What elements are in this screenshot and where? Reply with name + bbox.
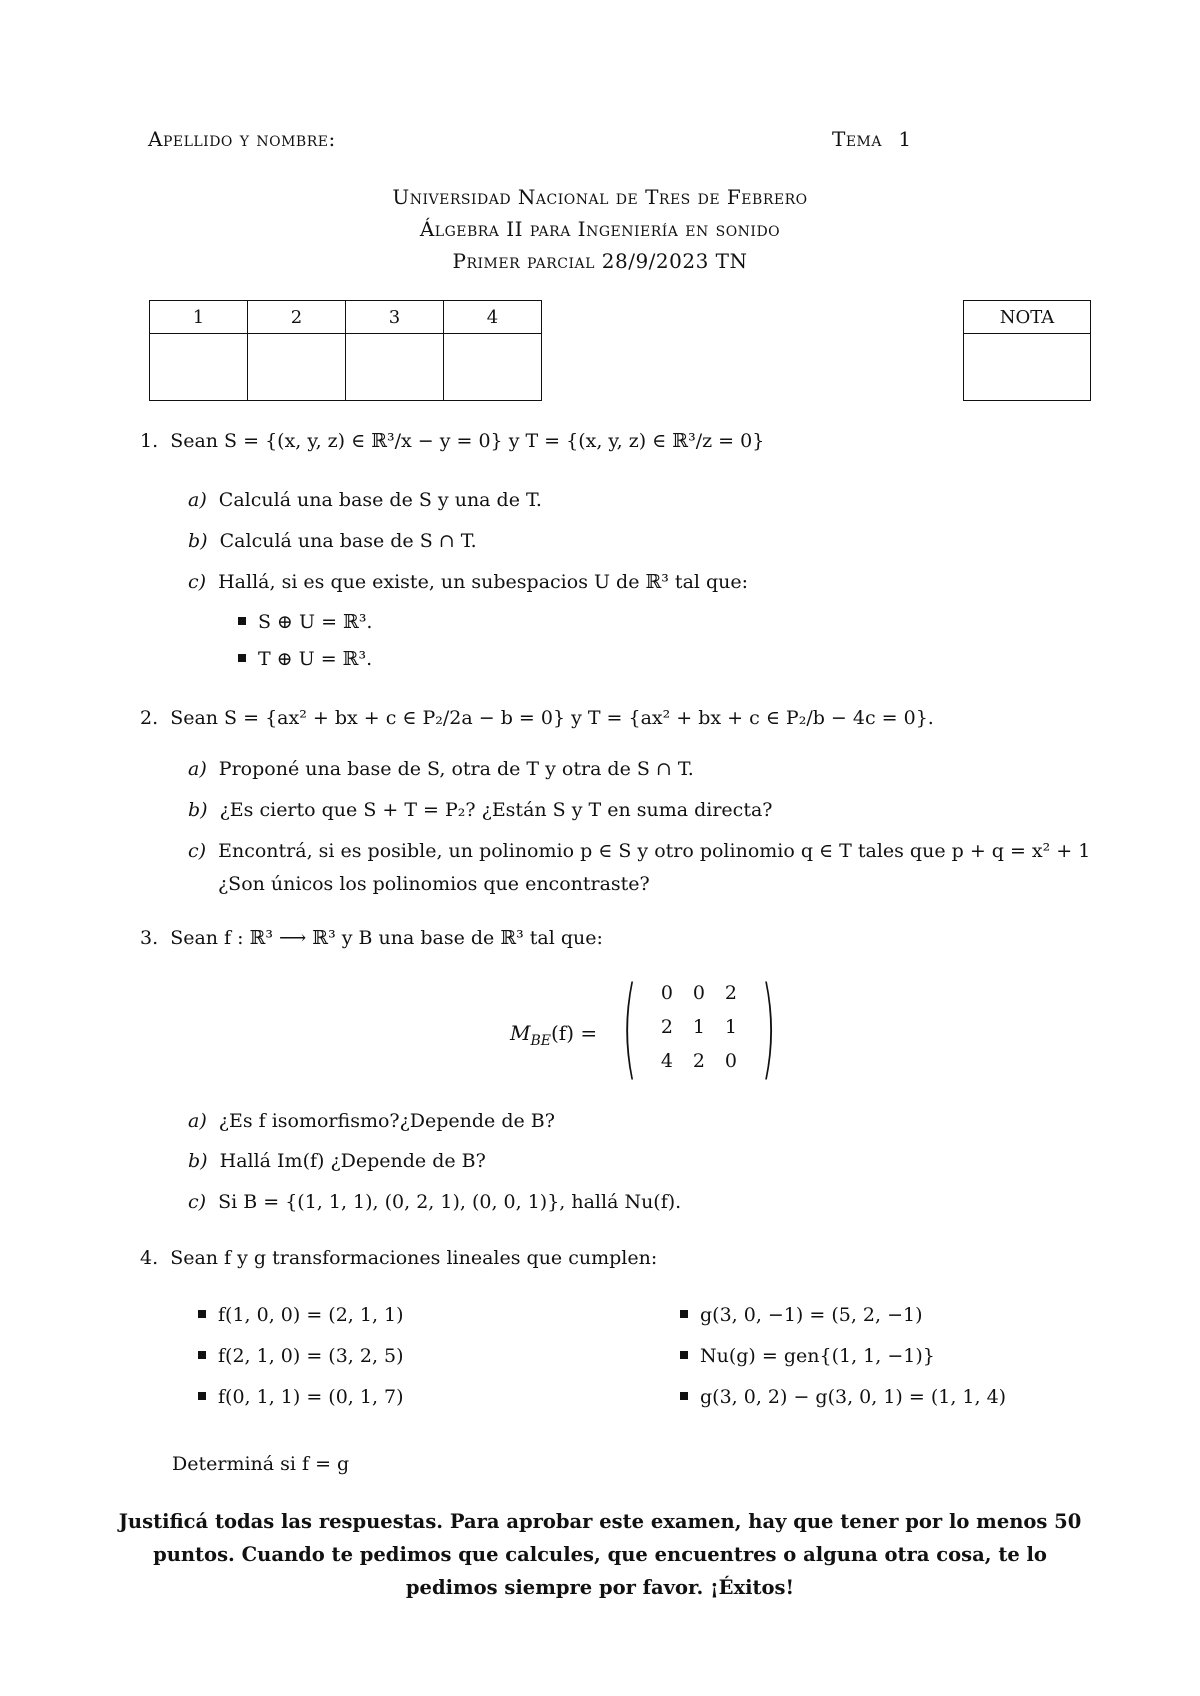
problem-4-conclusion: Determiná si f = g [172, 1453, 350, 1475]
points-cell-4 [444, 334, 542, 401]
problem-3-b: b) Hallá Im(f) ¿Depende de B? [188, 1150, 486, 1172]
problem-2-c: c) Encontrá, si es posible, un polinomio p ∈ S y otro polinomio q ∈ T tales que p + q = x² + 1 [188, 840, 1091, 862]
list-item: f(1, 0, 0) = (2, 1, 1) [198, 1302, 404, 1328]
matrix-cell: 1 [724, 1016, 737, 1038]
closing-line: puntos. Cuando te pedimos que calcules, que encuentres o alguna otra cosa, te lo [153, 1543, 1047, 1566]
matrix-cell: 4 [660, 1050, 673, 1072]
matrix-cell: 0 [660, 982, 673, 1004]
closing-line: pedimos siempre por favor. ¡Éxitos! [405, 1576, 795, 1599]
bullet-icon [680, 1310, 688, 1318]
matrix-cell: 0 [724, 1050, 737, 1072]
problem-3-a: a) ¿Es f isomorfismo?¿Depende de B? [188, 1110, 555, 1132]
points-table [149, 300, 542, 401]
points-col-3: 3 [346, 301, 444, 334]
matrix-cell: 2 [724, 982, 737, 1004]
closing-line: Justificá todas las respuestas. Para aprobar este examen, hay que tener por lo menos 50 [118, 1510, 1082, 1533]
tema-block [832, 126, 911, 152]
nota-cell [964, 334, 1091, 401]
problem-number: 1. [140, 430, 159, 452]
points-col-1: 1 [150, 301, 248, 334]
matrix-cell: 2 [660, 1016, 673, 1038]
nota-table [963, 300, 1091, 401]
problem-number: 3. [140, 927, 159, 949]
matrix-cell: 1 [692, 1016, 705, 1038]
tema-label: Tema [832, 127, 883, 151]
name-label: Apellido y nombre: [148, 127, 336, 151]
problem-number: 4. [140, 1247, 159, 1269]
bullet-icon [198, 1310, 206, 1318]
list-item: f(2, 1, 0) = (3, 2, 5) [198, 1343, 404, 1369]
points-cell-1 [150, 334, 248, 401]
list-item: g(3, 0, 2) − g(3, 0, 1) = (1, 1, 4) [680, 1384, 1006, 1410]
problem-2-a: a) Proponé una base de S, otra de T y otra de S ∩ T. [188, 758, 694, 780]
bullet-icon [680, 1392, 688, 1400]
tema-value: 1 [898, 127, 912, 151]
course-title: Álgebra II para Ingeniería en sonido [419, 217, 781, 241]
left-paren: ( [621, 963, 637, 1091]
exam-title: Primer parcial 28/9/2023 TN [452, 249, 748, 273]
problem-3-statement: 3. Sean f : ℝ³ ⟶ ℝ³ y B una base de ℝ³ tal que: [140, 927, 603, 949]
problem-3-c: c) Si B = {(1, 1, 1), (0, 2, 1), (0, 0, 1)}, hallá Nu(f). [188, 1191, 682, 1213]
list-item: Nu(g) = gen{(1, 1, −1)} [680, 1343, 935, 1369]
matrix-grid [651, 976, 747, 1078]
problem-1-statement: 1. Sean S = {(x, y, z) ∈ ℝ³/x − y = 0} y T = {(x, y, z) ∈ ℝ³/z = 0} [140, 430, 765, 452]
points-cell-2 [248, 334, 346, 401]
list-item: f(0, 1, 1) = (0, 1, 7) [198, 1384, 404, 1410]
matrix [608, 963, 790, 1091]
university-title: Universidad Nacional de Tres de Febrero [392, 185, 808, 209]
problem-1-b: b) Calculá una base de S ∩ T. [188, 530, 477, 552]
matrix-cell: 0 [692, 982, 705, 1004]
bullet-icon [680, 1351, 688, 1359]
bullet-icon [198, 1392, 206, 1400]
problem-2-statement: 2. Sean S = {ax² + bx + c ∈ P₂/2a − b = 0} y T = {ax² + bx + c ∈ P₂/b − 4c = 0}. [140, 707, 934, 729]
nota-label: NOTA [964, 301, 1091, 334]
problem-4-statement: 4. Sean f y g transformaciones lineales que cumplen: [140, 1247, 658, 1269]
matrix-cell: 2 [692, 1050, 705, 1072]
problem-2-c-continuation: ¿Son únicos los polinomios que encontraste? [218, 873, 650, 895]
points-cell-3 [346, 334, 444, 401]
problem-1-c: c) Hallá, si es que existe, un subespacios U de ℝ³ tal que: [188, 571, 749, 593]
points-col-4: 4 [444, 301, 542, 334]
closing-note [0, 1505, 1200, 1604]
right-paren: ) [760, 963, 776, 1091]
problem-number: 2. [140, 707, 159, 729]
matrix-label: $M_{BE}(f)$ = [510, 1021, 598, 1049]
list-item: T ⊕ U = ℝ³. [238, 646, 372, 672]
list-item: S ⊕ U = ℝ³. [238, 609, 372, 635]
bullet-icon [238, 617, 246, 625]
bullet-icon [238, 654, 246, 662]
problem-2-b: b) ¿Es cierto que S + T = P₂? ¿Están S y T en suma directa? [188, 799, 773, 821]
bullet-icon [198, 1351, 206, 1359]
list-item: g(3, 0, −1) = (5, 2, −1) [680, 1302, 923, 1328]
points-col-2: 2 [248, 301, 346, 334]
problem-1-a: a) Calculá una base de S y una de T. [188, 489, 542, 511]
